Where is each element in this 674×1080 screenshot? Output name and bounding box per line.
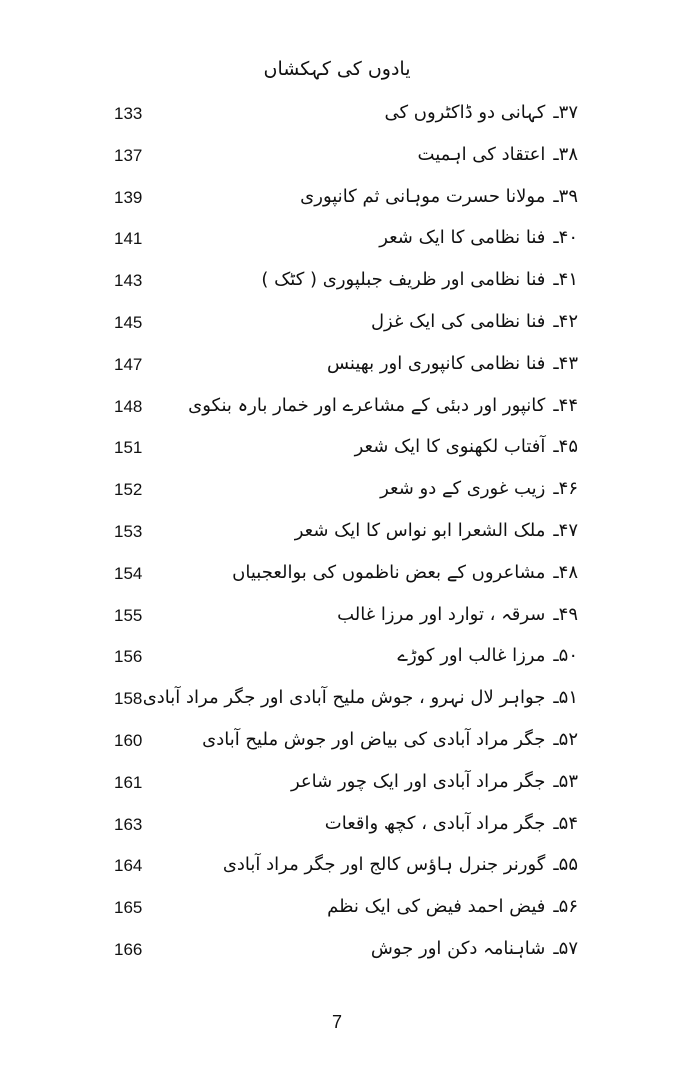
toc-entry-title: مشاعروں کے بعض ناظموں کی بوالعجبیاں [232,561,546,583]
toc-entry [0,890,674,932]
toc-page-number: 148 [114,396,143,416]
toc-entry-title: فیض احمد فیض کی ایک نظم [327,896,546,918]
toc-entry [0,389,674,431]
toc-page-number: 160 [114,730,143,750]
toc-entry-number: ۴۰ـ [553,227,578,249]
toc-entry-number: ۵۱ـ [553,687,578,709]
toc-entry-text [198,269,578,290]
toc-entry [0,96,674,138]
toc-entry-text [198,436,578,457]
toc-entry-text [198,562,578,583]
toc-page-number: 153 [114,521,143,541]
toc-entry-title: گورنر جنرل ہاؤس کالج اور جگر مراد آبادی [222,854,546,876]
toc-entry-text [198,520,578,541]
toc-page-number: 154 [114,563,143,583]
toc-entry-number: ۳۸ـ [553,143,578,165]
toc-entry [0,472,674,514]
toc-entry [0,807,674,849]
page-number: 7 [331,1012,342,1032]
toc-entry-number: ۵۰ـ [553,645,578,667]
toc-entry-number: ۴۹ـ [553,603,578,625]
toc-entry [0,723,674,765]
toc-entry-text [198,729,578,750]
toc-entry [0,514,674,556]
toc-page-number: 152 [114,480,143,500]
toc-entry-text [198,144,578,165]
toc-entry-text [198,645,578,666]
toc-entry [0,180,674,222]
toc-entry-text [198,102,578,123]
running-title: یادوں کی کہکشاں [263,58,411,80]
toc-page-number: 156 [114,647,143,667]
toc-entry-title: جگر مراد آبادی اور ایک چور شاعر [290,770,546,792]
toc-entry [0,305,674,347]
toc-page-number: 145 [114,312,143,332]
toc-entry-text [198,478,578,499]
table-of-contents [0,96,674,974]
toc-entry-text [198,813,578,834]
toc-entry-number: ۵۵ـ [553,854,578,876]
toc-entry-number: ۵۲ـ [553,728,578,750]
toc-entry-number: ۴۸ـ [553,561,578,583]
toc-page-number: 139 [114,187,143,207]
toc-page-number: 163 [114,814,143,834]
toc-entry [0,639,674,681]
toc-entry [0,556,674,598]
toc-entry-title: کہانی دو ڈاکٹروں کی [384,102,546,123]
toc-entry [0,765,674,807]
toc-entry-text [198,604,578,625]
toc-entry-number: ۵۴ـ [553,812,578,834]
toc-entry-text [198,938,578,959]
toc-entry-title: فنا نظامی کانپوری اور بھینس [326,352,546,374]
toc-page-number: 147 [114,354,143,374]
toc-page-number: 165 [114,898,143,918]
toc-page-number: 141 [114,229,143,249]
toc-page-number: 137 [114,145,143,165]
toc-entry-title: مرزا غالب اور کوڑے [397,645,546,667]
toc-entry-title: زیب غوری کے دو شعر [380,478,546,500]
toc-entry-text [198,186,578,207]
toc-entry-text [198,227,578,248]
toc-entry-number: ۵۳ـ [553,770,578,792]
toc-entry-number: ۴۱ـ [553,269,578,291]
toc-entry [0,681,674,723]
toc-page-number: 164 [114,856,143,876]
toc-entry-number: ۴۳ـ [553,352,578,374]
toc-entry [0,598,674,640]
toc-entry [0,932,674,974]
toc-entry-title: فنا نظامی کی ایک غزل [370,310,546,332]
toc-entry-number: ۴۶ـ [553,478,578,500]
toc-entry-number: ۴۷ـ [553,519,578,541]
toc-page-number: 158 [114,689,143,709]
toc-entry [0,848,674,890]
toc-entry-title: جواہر لال نہرو ، جوش ملیح آبادی اور جگر مراد آبادی [142,687,546,709]
toc-entry-title: شاہنامہ دکن اور جوش [370,937,546,959]
toc-entry-title: جگر مراد آبادی کی بیاض اور جوش ملیح آبادی [202,728,546,750]
toc-entry-number: ۵۷ـ [553,937,578,959]
toc-entry-title: مولانا حسرت موہانی ثم کانپوری [300,185,546,207]
toc-entry-text [198,854,578,875]
toc-entry-title: جگر مراد آبادی ، کچھ واقعات [324,812,546,834]
toc-entry-number: ۳۷ـ [553,102,578,123]
toc-entry-number: ۴۵ـ [553,436,578,458]
toc-entry-number: ۳۹ـ [553,185,578,207]
toc-page-number: 166 [114,939,143,959]
toc-entry-text [142,687,578,709]
toc-entry-text [198,353,578,374]
toc-page-number: 161 [114,772,143,792]
toc-entry-text [198,311,578,332]
toc-page-number: 151 [114,438,143,458]
toc-entry-number: ۵۶ـ [553,896,578,918]
toc-entry-title: سرقہ ، توارد اور مرزا غالب [337,603,546,625]
toc-entry [0,430,674,472]
toc-page-number: 155 [114,605,143,625]
toc-entry-title: کانپور اور دبئی کے مشاعرے اور خمار بارہ بنکوی [188,394,546,416]
toc-entry-title: آفتاب لکھنوی کا ایک شعر [354,436,546,458]
toc-page-number: 133 [114,104,143,123]
toc-entry [0,347,674,389]
toc-entry-number: ۴۴ـ [553,394,578,416]
toc-entry-title: فنا نظامی کا ایک شعر [379,227,546,249]
toc-entry-number: ۴۲ـ [553,310,578,332]
toc-entry [0,263,674,305]
toc-entry-text [198,896,578,917]
toc-entry-title: فنا نظامی اور ظریف جبلپوری ( کٹک ) [261,269,546,291]
toc-entry-text [198,771,578,792]
toc-entry-title: ملک الشعرا ابو نواس کا ایک شعر [294,519,546,541]
toc-entry [0,221,674,263]
toc-entry-text [188,394,578,416]
toc-page-number: 143 [114,271,143,291]
toc-entry-title: اعتقاد کی اہمیت [417,143,546,165]
toc-entry [0,138,674,180]
